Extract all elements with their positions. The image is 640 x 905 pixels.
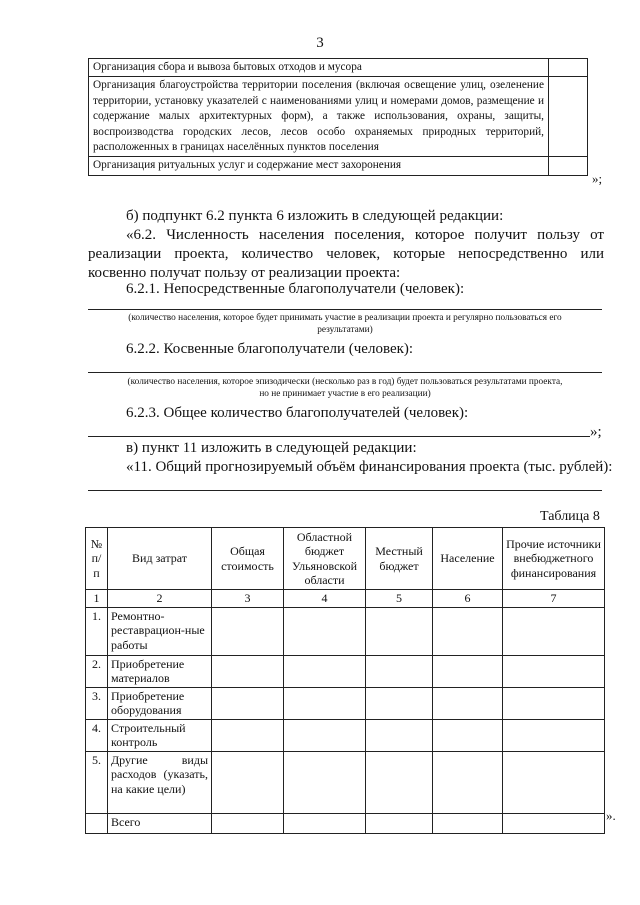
table-row [86,719,605,751]
issue-text: Организация ритуальных услуг и содержание мест захоронения [89,157,549,175]
header-local-budget: Местный бюджет [366,528,433,590]
note-line: (количество населения, которое эпизодически (несколько раз в год) будет пользоваться результатами проекта, [127,377,563,387]
value-cell[interactable] [503,607,605,655]
header-total-cost: Общая стоимость [212,528,284,590]
value-cell[interactable] [433,813,503,833]
value-cell[interactable] [366,751,433,813]
column-number: 5 [366,590,433,608]
value-cell[interactable] [284,655,366,687]
value-cell[interactable] [433,687,503,719]
row-label: Приобретение оборудования [108,687,212,719]
column-number: 1 [86,590,108,608]
column-number: 6 [433,590,503,608]
issue-text: Организация благоустройства территории поселения (включая освещение улиц, озеленение территории, установку указателей с наименованиями улиц и номерами домов, размещение и содержание малых архитектурных форм), а также использования, охраны, защиты, воспроизводства городских лесов, лесов особо охраняемых природных территорий, расположенных в границах населённых пунктов поселения [89,77,549,157]
value-cell[interactable] [212,607,284,655]
row-number: 3. [86,687,108,719]
table-row [89,59,588,77]
closing-quote: ». [606,808,616,823]
page-number: 3 [316,35,324,51]
paragraph-11: «11. Общий прогнозируемый объём финансирования проекта (тыс. рублей): [126,459,613,475]
table-row [86,687,605,719]
fill-line[interactable] [88,436,590,437]
row-label: Всего [108,813,212,833]
row-label: Строительный контроль [108,719,212,751]
paragraph-6-2-2: 6.2.2. Косвенные благополучатели (человек): [126,341,414,357]
note-line: результатами) [317,325,373,335]
table-row [86,655,605,687]
row-number: 5. [86,751,108,813]
paragraph-6-2-1: 6.2.1. Непосредственные благополучатели (человек): [126,281,465,297]
row-label: Приобретение материалов [108,655,212,687]
value-cell[interactable] [366,813,433,833]
total-row [86,813,605,833]
section-c-heading: в) пункт 11 изложить в следующей редакции: [126,440,417,456]
column-number: 4 [284,590,366,608]
fill-line[interactable] [88,372,602,373]
value-cell[interactable] [284,751,366,813]
value-cell[interactable] [503,751,605,813]
paragraph-6-2-3: 6.2.3. Общее количество благополучателей (человек): [126,405,469,421]
note-line: (количество населения, которое будет принимать участие в реализации проекта и регулярно пользоваться его [128,313,562,323]
header-regional-budget: Областной бюджет Ульяновской области [284,528,366,590]
value-cell[interactable] [503,813,605,833]
value-cell[interactable] [284,607,366,655]
value-cell[interactable] [366,687,433,719]
issue-text: Организация сбора и вывоза бытовых отходов и мусора [89,59,549,77]
row-label: Другие виды расходов (указать, на какие цели) [108,751,212,813]
table-row [89,157,588,175]
table-row [89,77,588,157]
value-cell[interactable] [212,813,284,833]
row-number [86,813,108,833]
value-cell[interactable] [433,655,503,687]
value-cell[interactable] [366,719,433,751]
table-row [86,751,605,813]
value-cell[interactable] [433,607,503,655]
value-cell[interactable] [433,751,503,813]
fill-line[interactable] [88,490,602,491]
note-line: но не принимает участие в его реализации) [259,389,431,399]
header-other-sources: Прочие источники внебюджетного финансирования [503,528,605,590]
closing-quote: »; [592,171,603,186]
value-cell[interactable] [212,719,284,751]
value-cell[interactable] [284,719,366,751]
column-number: 2 [108,590,212,608]
header-cost-type: Вид затрат [108,528,212,590]
value-cell[interactable] [433,719,503,751]
table-row [86,607,605,655]
value-cell[interactable] [212,655,284,687]
value-cell[interactable] [503,719,605,751]
financing-table [85,527,605,834]
value-cell[interactable] [284,687,366,719]
section-b-heading: б) подпункт 6.2 пункта 6 изложить в следующей редакции: [126,208,504,224]
header-row [86,528,605,590]
municipal-issues-table [88,58,588,176]
column-number-row [86,590,605,608]
value-cell[interactable] [284,813,366,833]
closing-quote: »; [590,424,602,440]
header-population: Население [433,528,503,590]
column-number: 3 [212,590,284,608]
checkbox-cell[interactable] [549,157,588,175]
table-caption: Таблица 8 [540,509,600,524]
row-number: 1. [86,607,108,655]
row-number: 2. [86,655,108,687]
checkbox-cell[interactable] [549,59,588,77]
fill-line[interactable] [88,309,602,310]
value-cell[interactable] [212,751,284,813]
value-cell[interactable] [366,607,433,655]
value-cell[interactable] [366,655,433,687]
paragraph-6-2: «6.2. Численность населения поселения, которое получит пользу от реализации проекта, количество человек, которые непосредственно или косвенно получат пользу от реализации проекта: [88,227,604,281]
value-cell[interactable] [212,687,284,719]
header-number: № п/п [86,528,108,590]
column-number: 7 [503,590,605,608]
value-cell[interactable] [503,687,605,719]
checkbox-cell[interactable] [549,77,588,157]
value-cell[interactable] [503,655,605,687]
row-number: 4. [86,719,108,751]
row-label: Ремонтно-реставрацион-ные работы [108,607,212,655]
